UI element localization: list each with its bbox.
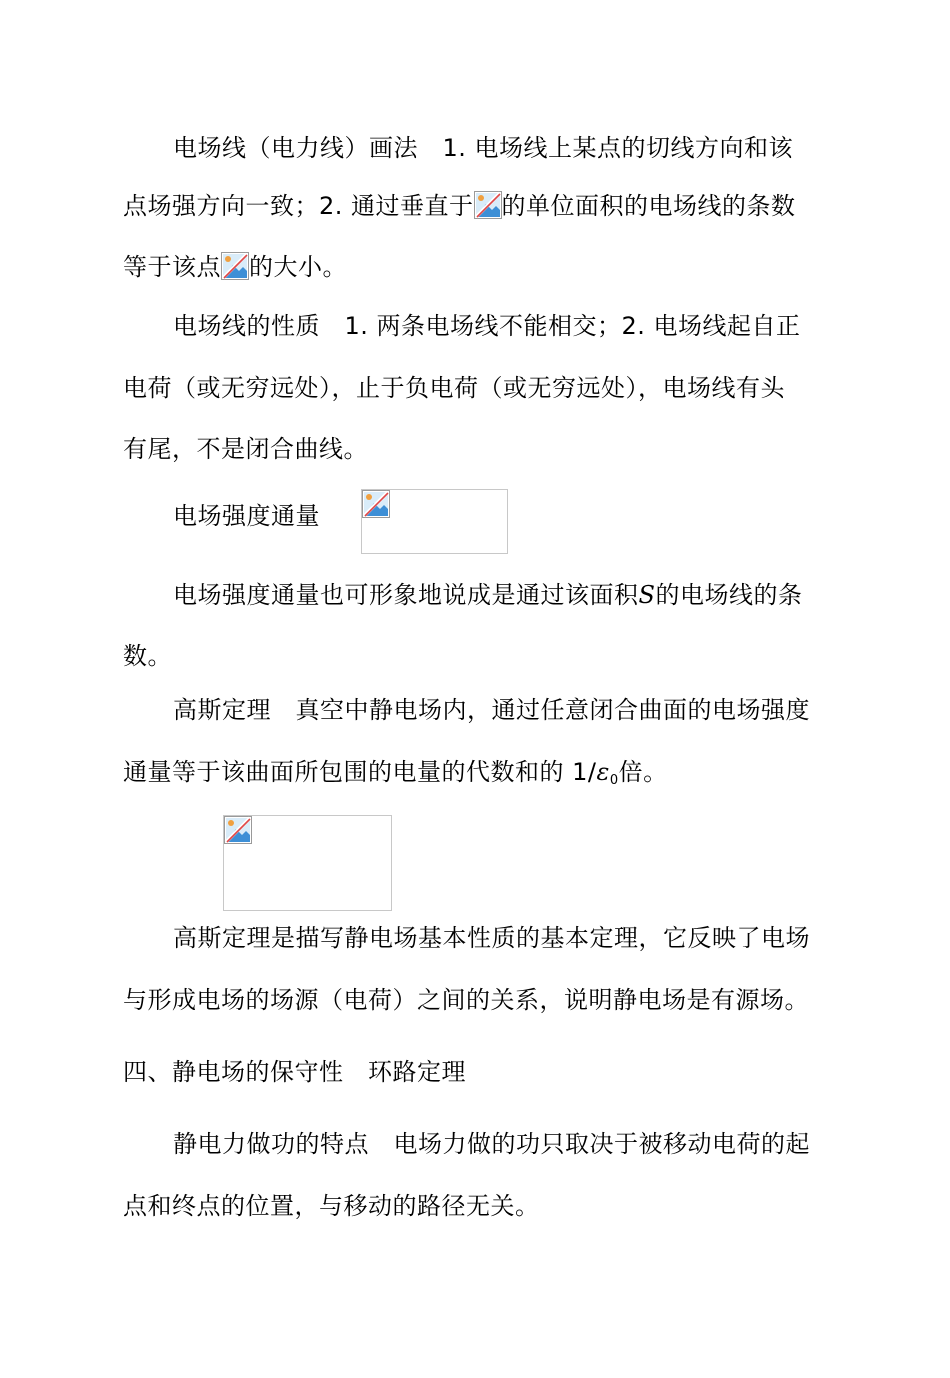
gauss-formula-image xyxy=(223,815,392,911)
epsilon-symbol: ɛ xyxy=(596,758,610,786)
p1-line-3-text-b: 的大小。 xyxy=(249,253,347,281)
p3-line-1: 电场强度通量 xyxy=(173,502,320,530)
broken-image-icon xyxy=(221,252,249,280)
p1-line-3 xyxy=(123,252,347,282)
p4-line-1-text-b: 的电场线的条 xyxy=(655,581,803,609)
broken-image-icon xyxy=(224,816,252,844)
p1-line-3-text-a: 等于该点 xyxy=(123,253,221,281)
variable-s: S xyxy=(638,581,656,609)
p7-line-1: 静电力做功的特点 电场力做的功只取决于被移动电荷的起 xyxy=(173,1130,810,1158)
p1-line-2 xyxy=(123,191,796,221)
p5-line-1: 高斯定理 真空中静电场内，通过任意闭合曲面的电场强度 xyxy=(173,696,810,724)
section-heading: 四、静电场的保守性 环路定理 xyxy=(123,1058,466,1086)
p1-line-2-text-b: 的单位面积的电场线的条数 xyxy=(501,192,796,220)
epsilon-subscript: 0 xyxy=(609,773,619,788)
flux-formula-image xyxy=(361,489,508,554)
p5-line-2 xyxy=(123,757,668,796)
p4-line-1-text-a: 电场强度通量也可形象地说成是通过该面积 xyxy=(173,581,639,609)
broken-image-icon xyxy=(362,490,390,518)
p5-line-2-text-b: 倍。 xyxy=(618,758,668,786)
p6-line-1: 高斯定理是描写静电场基本性质的基本定理，它反映了电场 xyxy=(173,924,810,952)
p6-line-2: 与形成电场的场源（电荷）之间的关系，说明静电场是有源场。 xyxy=(123,986,809,1014)
p2-line-1: 电场线的性质 1. 两条电场线不能相交；2. 电场线起自正 xyxy=(173,312,801,340)
p1-line-2-text-a: 点场强方向一致；2. 通过垂直于 xyxy=(123,192,474,220)
p7-line-2: 点和终点的位置，与移动的路径无关。 xyxy=(123,1192,540,1220)
p2-line-2: 电荷（或无穷远处），止于负电荷（或无穷远处），电场线有头 xyxy=(123,374,785,402)
p5-line-2-text-a: 通量等于该曲面所包围的电量的代数和的 1/ xyxy=(123,758,597,786)
p1-line-1: 电场线（电力线）画法 1. 电场线上某点的切线方向和该 xyxy=(173,134,794,162)
p4-line-2: 数。 xyxy=(123,642,172,670)
p2-line-3: 有尾，不是闭合曲线。 xyxy=(123,435,368,463)
p4-line-1 xyxy=(173,580,802,610)
broken-image-icon xyxy=(474,191,502,219)
